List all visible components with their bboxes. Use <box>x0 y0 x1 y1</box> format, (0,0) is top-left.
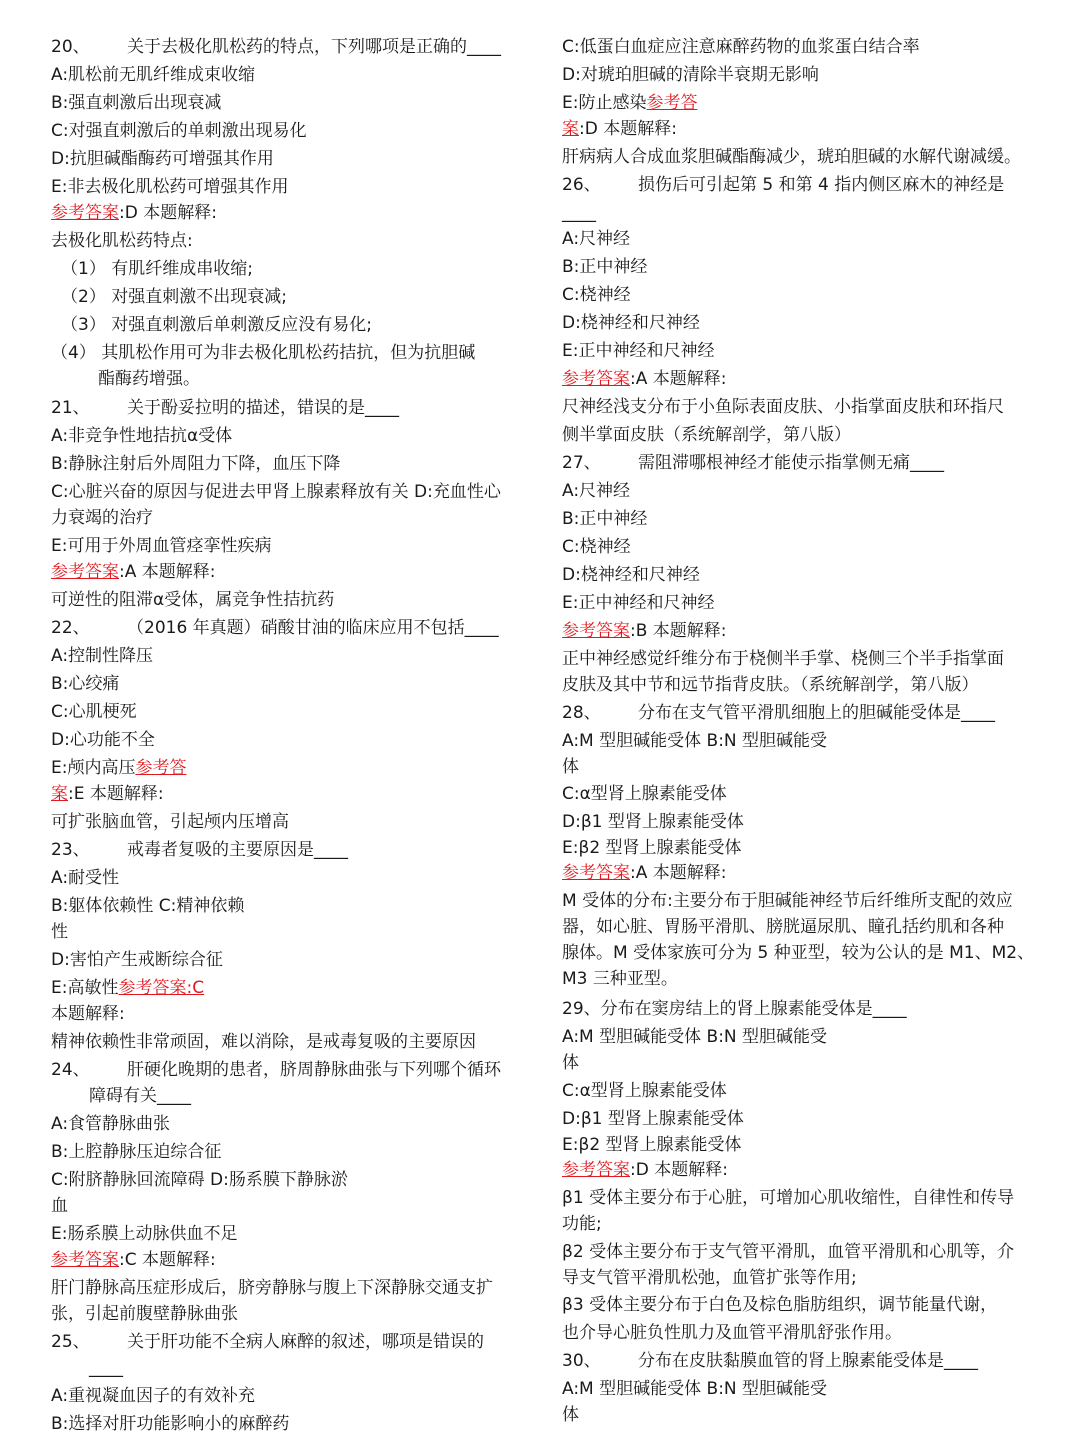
text-line <box>562 227 630 251</box>
text-line <box>562 836 742 860</box>
line-text: E:高敏性 <box>51 978 119 998</box>
text-line <box>51 1412 289 1436</box>
line-text: 需阻滞哪根神经才能使示指掌侧无痛____ <box>638 453 944 473</box>
text-line <box>562 311 700 335</box>
line-text: ____ <box>89 1358 123 1378</box>
text-line <box>562 35 920 59</box>
text-line <box>51 91 221 115</box>
line-text: :C 本题解释: <box>119 1250 216 1270</box>
line-text: B:选择对肝功能影响小的麻醉药 <box>51 1414 290 1434</box>
text-line <box>562 591 714 615</box>
text-line <box>562 1107 744 1131</box>
text-line <box>51 175 288 199</box>
answer-line <box>51 201 217 225</box>
answer-line <box>51 1248 216 1272</box>
line-text: 障碍有关____ <box>89 1086 191 1106</box>
text-line <box>61 313 372 337</box>
text-line <box>562 1377 827 1401</box>
text-line <box>61 257 253 281</box>
line-text: （1） 有肌纤维成串收缩; <box>61 259 253 279</box>
question-number: 28、 <box>562 703 601 723</box>
line-text: 分布在皮肤黏膜血管的肾上腺素能受体是____ <box>638 1351 978 1371</box>
line-text: D:桡神经和尺神经 <box>562 565 700 585</box>
line-text: 体 <box>562 757 579 777</box>
line-text: 酯酶药增强。 <box>98 369 200 389</box>
line-text: 肝病病人合成血浆胆碱酯酶减少，琥珀胆碱的水解代谢减缓。 <box>562 147 1021 167</box>
line-text: （2） 对强直刺激不出现衰减; <box>61 287 287 307</box>
line-text: 戒毒者复吸的主要原因是____ <box>127 840 348 860</box>
text-line <box>562 1321 902 1345</box>
line-text: E:β2 型肾上腺素能受体 <box>562 1135 742 1155</box>
answer-letter: :C <box>186 978 205 998</box>
text-line <box>562 997 907 1021</box>
text-line <box>562 283 631 307</box>
line-text: 尺神经浅支分布于小鱼际表面皮肤、小指掌面皮肤和环指尺 <box>562 397 1004 417</box>
text-line <box>51 588 334 612</box>
text-line <box>562 1186 1014 1210</box>
text-line <box>51 1302 238 1326</box>
line-text: B:正中神经 <box>562 257 648 277</box>
text-line <box>562 810 744 834</box>
line-text: B:强直刺激后出现衰减 <box>51 93 222 113</box>
text-line <box>562 479 630 503</box>
text-line <box>562 755 579 779</box>
line-text: 张，引起前腹壁静脉曲张 <box>51 1304 238 1324</box>
line-text: B:上腔静脉压迫综合征 <box>51 1142 222 1162</box>
text-line <box>51 506 153 530</box>
line-text: :A 本题解释: <box>119 562 216 582</box>
question-number: 27、 <box>562 453 601 473</box>
question-number: 25、 <box>51 1332 90 1352</box>
question-number: 20、 <box>51 37 90 57</box>
text-line <box>562 1133 742 1157</box>
question-stem <box>562 1349 978 1373</box>
question-stem <box>51 396 399 420</box>
text-line <box>562 1079 727 1103</box>
line-text: ____ <box>562 203 596 223</box>
line-text: 腺体。M 受体家族可分为 5 种亚型，较为公认的是 M1、M2、 <box>562 943 1035 963</box>
line-text: 正中神经感觉纤维分布于桡侧半手掌、桡侧三个半手指掌面 <box>562 649 1004 669</box>
line-text: C:对强直刺激后的单刺激出现易化 <box>51 121 307 141</box>
line-text: 关于酚妥拉明的描述，错误的是____ <box>127 398 399 418</box>
line-text: 器，如心脏、胃肠平滑肌、膀胱逼尿肌、瞳孔括约肌和各种 <box>562 917 1004 937</box>
line-text: E:颅内高压 <box>51 758 136 778</box>
line-text: A:控制性降压 <box>51 646 154 666</box>
line-text: （3） 对强直刺激后单刺激反应没有易化; <box>61 315 372 335</box>
line-text: :A 本题解释: <box>630 863 727 883</box>
line-text: 关于肝功能不全病人麻醉的叙述，哪项是错误的 <box>127 1332 484 1352</box>
question-stem <box>562 173 1004 197</box>
reference-answer-label: 参考答案 <box>51 203 119 223</box>
reference-answer-label: 案 <box>51 784 68 804</box>
line-text: C:附脐静脉回流障碍 D:肠系膜下静脉淤 <box>51 1170 348 1190</box>
line-text: E:β2 型肾上腺素能受体 <box>562 838 742 858</box>
question-number: 24、 <box>51 1060 90 1080</box>
text-line <box>51 1222 237 1246</box>
text-line <box>51 480 501 504</box>
text-line <box>562 967 678 991</box>
line-text: A:耐受性 <box>51 868 120 888</box>
line-text: 损伤后可引起第 5 和第 4 指内侧区麻木的神经是 <box>638 175 1005 195</box>
line-text: β2 受体主要分布于支气管平滑肌，血管平滑肌和心肌等，介 <box>562 1242 1015 1262</box>
text-line <box>562 1293 997 1317</box>
question-stem <box>562 701 995 725</box>
text-line <box>562 915 1004 939</box>
line-text: 去极化肌松药特点: <box>51 231 193 251</box>
line-text: :D 本题解释: <box>579 119 677 139</box>
line-text: B:心绞痛 <box>51 674 120 694</box>
text-line <box>98 367 200 391</box>
text-line <box>562 729 827 753</box>
text-line <box>51 1112 170 1136</box>
line-text: E:正中神经和尺神经 <box>562 341 715 361</box>
line-text: C:心脏兴奋的原因与促进去甲肾上腺素释放有关 D:充血性心 <box>51 482 501 502</box>
text-line <box>51 728 155 752</box>
reference-answer-label: 参考答案 <box>562 863 630 883</box>
line-text: E:可用于外周血管痉挛性疾病 <box>51 536 272 556</box>
line-text: B:正中神经 <box>562 509 648 529</box>
question-number: 23、 <box>51 840 90 860</box>
text-line <box>562 647 1004 671</box>
line-text: A:M 型胆碱能受体 B:N 型胆碱能受 <box>562 1027 828 1047</box>
text-line <box>562 507 647 531</box>
text-line <box>51 1276 493 1300</box>
question-stem <box>51 1330 484 1354</box>
text-line <box>562 395 1004 419</box>
text-line <box>51 63 255 87</box>
line-text: 也介导心脏负性肌力及血管平滑肌舒张作用。 <box>562 1323 902 1343</box>
text-line <box>562 563 700 587</box>
line-text: A:重视凝血因子的有效补充 <box>51 1386 256 1406</box>
line-text: 皮肤及其中节和远节指背皮肤。（系统解剖学，第八版） <box>562 675 979 695</box>
text-line <box>562 535 631 559</box>
answer-line <box>51 560 216 584</box>
line-text: 体 <box>562 1405 579 1425</box>
line-text: A:M 型胆碱能受体 B:N 型胆碱能受 <box>562 731 828 751</box>
line-text: 功能; <box>562 1214 602 1234</box>
text-line <box>51 1194 68 1218</box>
line-text: A:非竞争性地拮抗α受体 <box>51 426 233 446</box>
line-text: :B 本题解释: <box>630 621 727 641</box>
line-text: D:心功能不全 <box>51 730 155 750</box>
line-text: A:尺神经 <box>562 229 631 249</box>
line-text: :D 本题解释: <box>119 203 217 223</box>
line-text: :D 本题解释: <box>630 1160 728 1180</box>
line-text: A:肌松前无肌纤维成束收缩 <box>51 65 256 85</box>
line-text: C:α型肾上腺素能受体 <box>562 784 727 804</box>
line-text: 体 <box>562 1053 579 1073</box>
question-stem <box>562 451 944 475</box>
line-text: C:低蛋白血症应注意麻醉药物的血浆蛋白结合率 <box>562 37 920 57</box>
text-line <box>61 285 287 309</box>
line-text: E:正中神经和尺神经 <box>562 593 715 613</box>
text-line <box>89 1356 123 1380</box>
text-line <box>51 119 307 143</box>
text-line <box>51 866 119 890</box>
text-line <box>51 700 137 724</box>
text-line <box>51 894 244 918</box>
reference-answer-label: 参考答 <box>646 93 698 113</box>
line-text: β3 受体主要分布于白色及棕色脂肪组织，调节能量代谢， <box>562 1295 998 1315</box>
answer-line <box>562 91 697 115</box>
text-line <box>51 341 475 365</box>
line-text: 关于去极化肌松药的特点，下列哪项是正确的____ <box>127 37 501 57</box>
text-line <box>51 672 119 696</box>
line-text: :E 本题解释: <box>68 784 164 804</box>
text-line <box>51 229 193 253</box>
answer-line <box>562 367 727 391</box>
text-line <box>562 1212 602 1236</box>
text-line <box>51 534 271 558</box>
line-text: D:β1 型肾上腺素能受体 <box>562 1109 744 1129</box>
reference-answer-label: 参考答案 <box>118 978 187 998</box>
line-text: E:防止感染 <box>562 93 647 113</box>
text-line <box>562 1051 579 1075</box>
reference-answer-label: 案 <box>562 119 579 139</box>
text-line <box>51 1030 476 1054</box>
text-line <box>562 201 596 225</box>
answer-line <box>562 1158 728 1182</box>
line-text: C:桡神经 <box>562 537 631 557</box>
text-line <box>562 889 1013 913</box>
reference-answer-label: 参考答案 <box>51 562 119 582</box>
text-line <box>562 255 647 279</box>
text-line <box>562 1403 579 1427</box>
line-text: （4） 其肌松作用可为非去极化肌松药拮抗，但为抗胆碱 <box>51 343 476 363</box>
line-text: D:β1 型肾上腺素能受体 <box>562 812 744 832</box>
line-text: （2016 年真题）硝酸甘油的临床应用不包括____ <box>127 618 499 638</box>
line-text: 肝硬化晚期的患者，脐周静脉曲张与下列哪个循环 <box>127 1060 501 1080</box>
text-line <box>562 1025 827 1049</box>
text-line <box>51 644 153 668</box>
line-text: :A 本题解释: <box>630 369 727 389</box>
reference-answer-label: 参考答案 <box>51 1250 119 1270</box>
text-line <box>562 673 979 697</box>
answer-line <box>562 619 727 643</box>
question-stem <box>51 838 348 862</box>
text-line <box>51 1002 125 1026</box>
line-text: E:非去极化肌松药可增强其作用 <box>51 177 289 197</box>
question-number: 22、 <box>51 618 90 638</box>
line-text: B:躯体依赖性 C:精神依赖 <box>51 896 245 916</box>
text-line <box>51 147 274 171</box>
answer-line <box>51 756 186 780</box>
text-line <box>51 1384 255 1408</box>
answer-line <box>51 782 164 806</box>
line-text: M3 三种亚型。 <box>562 969 678 989</box>
line-text: C:桡神经 <box>562 285 631 305</box>
question-stem <box>51 1058 501 1082</box>
line-text: C:α型肾上腺素能受体 <box>562 1081 727 1101</box>
line-text: 本题解释: <box>51 1004 125 1024</box>
reference-answer-label: 参考答案 <box>562 369 630 389</box>
reference-answer-label: 参考答 <box>135 758 187 778</box>
text-line <box>562 63 819 87</box>
text-line <box>51 424 232 448</box>
line-text: 侧半掌面皮肤（系统解剖学，第八版） <box>562 425 851 445</box>
text-line <box>51 920 68 944</box>
text-line <box>562 941 1034 965</box>
question-number: 30、 <box>562 1351 601 1371</box>
text-line <box>51 1140 221 1164</box>
line-text: 分布在支气管平滑肌细胞上的胆碱能受体是____ <box>638 703 995 723</box>
text-line <box>562 1240 1014 1264</box>
reference-answer-label: 参考答案 <box>562 621 630 641</box>
line-text: D:对琥珀胆碱的清除半衰期无影响 <box>562 65 819 85</box>
line-text: 肝门静脉高压症形成后，脐旁静脉与腹上下深静脉交通支扩 <box>51 1278 493 1298</box>
text-line <box>51 452 340 476</box>
line-text: 血 <box>51 1196 68 1216</box>
line-text: 导支气管平滑肌松弛，血管扩张等作用; <box>562 1268 857 1288</box>
line-text: M 受体的分布:主要分布于胆碱能神经节后纤维所支配的效应 <box>562 891 1013 911</box>
line-text: D:抗胆碱酯酶药可增强其作用 <box>51 149 274 169</box>
reference-answer-label: 参考答案 <box>562 1160 630 1180</box>
line-text: D:桡神经和尺神经 <box>562 313 700 333</box>
text-line <box>562 145 1021 169</box>
line-text: E:肠系膜上动脉供血不足 <box>51 1224 238 1244</box>
question-number: 21、 <box>51 398 90 418</box>
line-text: D:害怕产生戒断综合征 <box>51 950 223 970</box>
answer-line <box>562 861 727 885</box>
line-text: B:静脉注射后外周阻力下降，血压下降 <box>51 454 341 474</box>
line-text: C:心肌梗死 <box>51 702 137 722</box>
line-text: 29、分布在窦房结上的肾上腺素能受体是____ <box>562 999 907 1019</box>
text-line <box>89 1084 191 1108</box>
line-text: 精神依赖性非常顽固，难以消除，是戒毒复吸的主要原因 <box>51 1032 476 1052</box>
line-text: A:尺神经 <box>562 481 631 501</box>
text-line <box>562 339 714 363</box>
line-text: 可逆性的阻滞α受体，属竞争性拮抗药 <box>51 590 335 610</box>
question-number: 26、 <box>562 175 601 195</box>
answer-line <box>562 117 677 141</box>
text-line <box>562 782 727 806</box>
text-line <box>51 948 223 972</box>
question-stem <box>51 616 499 640</box>
line-text: A:M 型胆碱能受体 B:N 型胆碱能受 <box>562 1379 828 1399</box>
text-line <box>51 810 289 834</box>
answer-line <box>51 976 204 1000</box>
question-stem <box>51 35 501 59</box>
text-line <box>51 1168 348 1192</box>
line-text: 力衰竭的治疗 <box>51 508 153 528</box>
text-line <box>562 423 851 447</box>
line-text: 性 <box>51 922 68 942</box>
line-text: β1 受体主要分布于心脏，可增加心肌收缩性，自律性和传导 <box>562 1188 1015 1208</box>
text-line <box>562 1266 857 1290</box>
line-text: A:食管静脉曲张 <box>51 1114 171 1134</box>
line-text: 可扩张脑血管，引起颅内压增高 <box>51 812 289 832</box>
